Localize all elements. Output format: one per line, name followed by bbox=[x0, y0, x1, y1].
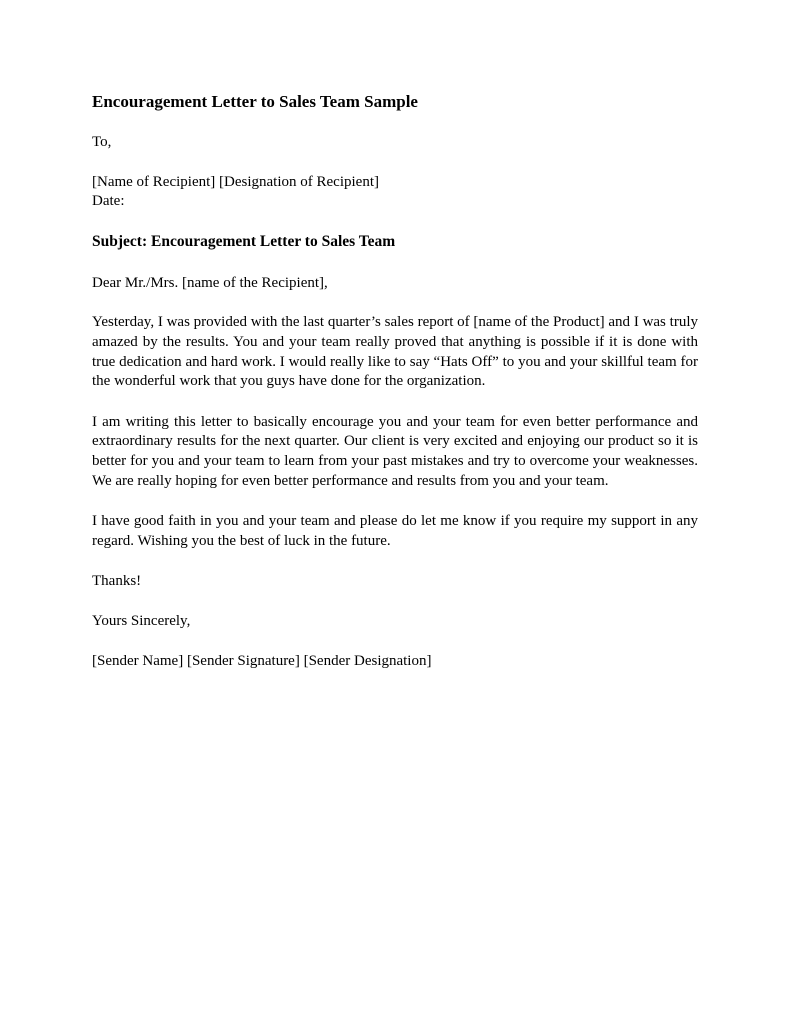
greeting-line: Dear Mr./Mrs. [name of the Recipient], bbox=[92, 274, 328, 291]
body-paragraph-1: Yesterday, I was provided with the last quarter’s sales report of [name of the Product] and I was truly amazed by the results. You and your team really proved that anything is possible if it is done with true dedication and hard work. I would really like to say “Hats Off” to you and your skillful team for the wonderful work that you guys have done for the organization. bbox=[92, 314, 698, 390]
closing-line: Yours Sincerely, bbox=[92, 612, 191, 629]
subject-line: Subject: Encouragement Letter to Sales Team bbox=[92, 232, 396, 250]
letter-title: Encouragement Letter to Sales Team Sample bbox=[92, 92, 418, 111]
recipient-line: [Name of Recipient] [Designation of Recipient] bbox=[92, 173, 379, 190]
to-line: To, bbox=[92, 134, 112, 150]
body-paragraph-3: I have good faith in you and your team and please do let me know if you require my support in any regard. Wishing you the best of luck in the future. bbox=[92, 513, 698, 549]
recipient-block bbox=[92, 173, 698, 212]
signature-line: [Sender Name] [Sender Signature] [Sender Designation] bbox=[92, 652, 432, 669]
body-paragraph-2: I am writing this letter to basically encourage you and your team for even better performance and extraordinary results for the next quarter. Our client is very excited and enjoying our product so it is better for you and your team to learn from your past mistakes and try to overcome your weaknesses. We are really hoping for even better performance and results from you and your team. bbox=[92, 413, 698, 489]
date-label: Date: bbox=[92, 193, 125, 210]
thanks-line: Thanks! bbox=[92, 573, 142, 590]
